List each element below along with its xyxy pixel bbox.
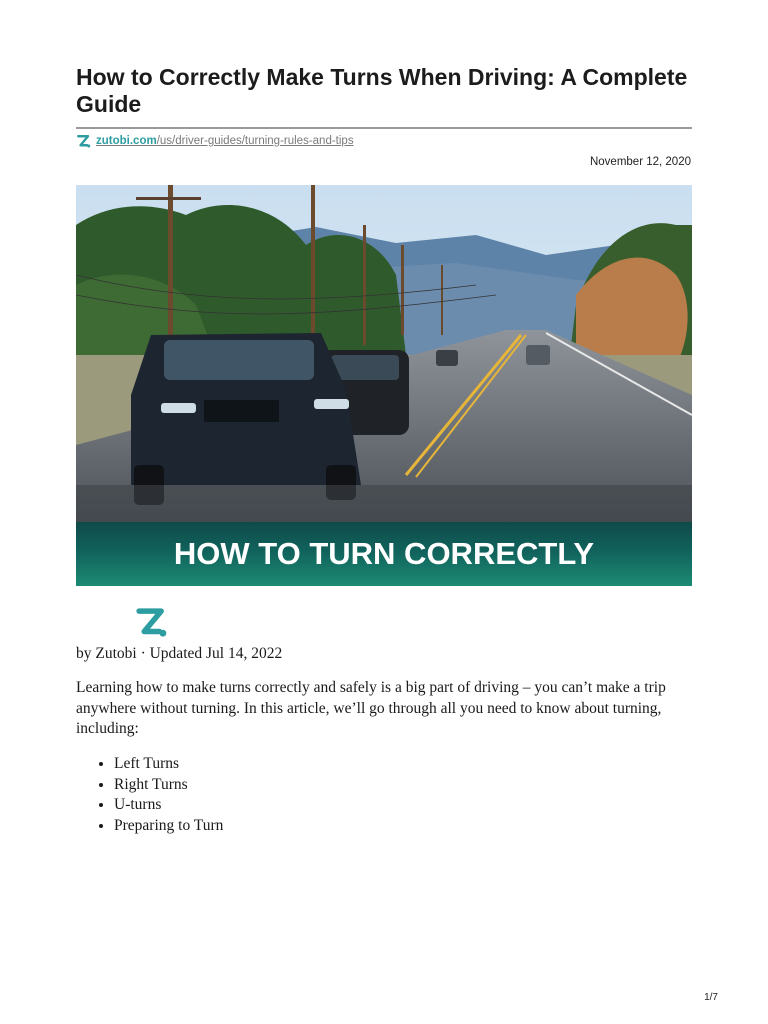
source-link[interactable]: [96, 135, 354, 147]
source-line: [76, 132, 354, 150]
list-item: • U-turns: [114, 795, 223, 816]
topic-list: [76, 754, 223, 836]
list-item: • Preparing to Turn: [114, 816, 223, 837]
source-domain: zutobi.com: [96, 135, 157, 147]
zutobi-logo-icon: [134, 606, 168, 640]
page-indicator: 1/7: [704, 992, 718, 1003]
list-item: • Left Turns: [114, 754, 223, 775]
title-divider: [76, 127, 692, 129]
hero-banner: [76, 522, 692, 586]
article-title: How to Correctly Make Turns When Driving: A Complete Guide: [76, 64, 688, 117]
hero-banner-text: HOW TO TURN CORRECTLY: [173, 536, 595, 571]
list-item: • Right Turns: [114, 775, 223, 796]
hero-image: [76, 185, 692, 586]
zutobi-logo-icon: [76, 134, 91, 149]
publish-date: November 12, 2020: [589, 156, 691, 168]
intro-paragraph: Learning how to make turns correctly and safely is a big part of driving – you can’t make a trip anywhere without turning. In this article, we’ll go through all you need to know about turning, including:: [76, 679, 666, 737]
source-path: /us/driver-guides/turning-rules-and-tips: [156, 135, 354, 147]
byline: by Zutobi · Updated Jul 14, 2022: [76, 645, 283, 662]
